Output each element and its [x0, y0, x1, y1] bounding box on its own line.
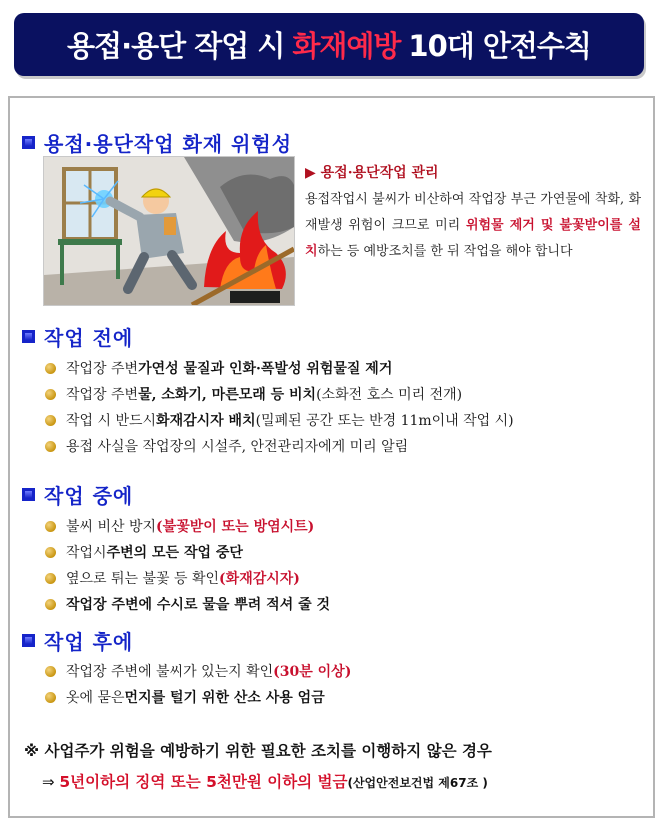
item-note: (밀폐된 공간 또는 반경 11m이내 작업 시) — [255, 413, 514, 429]
section-before-heading — [22, 322, 133, 351]
list-item — [45, 513, 330, 539]
section-after-heading — [22, 626, 133, 655]
footer-penalty-line — [42, 770, 488, 792]
item-red: (30분 이상) — [273, 664, 352, 680]
list-item — [45, 407, 514, 433]
item-text: 작업 시 반드시 — [66, 413, 157, 429]
section-risk-heading — [22, 128, 292, 157]
footer-note: ※ 사업주가 위험을 예방하기 위한 필요한 조치를 이행하지 않은 경우 — [24, 742, 492, 760]
list-item — [45, 658, 351, 684]
arrow-icon: ⇒ — [42, 773, 55, 791]
gold-dot-icon — [45, 599, 56, 610]
footer-penalty: 5년이하의 징역 또는 5천만원 이하의 벌금 — [59, 773, 348, 791]
during-list — [45, 513, 330, 617]
item-text: 옷에 묻은 — [66, 690, 125, 706]
item-text: 작업시 — [66, 545, 107, 561]
item-red: (불꽃받이 또는 방염시트) — [156, 519, 315, 535]
list-item — [45, 539, 330, 565]
title-banner — [14, 13, 644, 76]
item-text: 불씨 비산 방지 — [66, 519, 157, 535]
item-bold: 작업장 주변에 수시로 물을 뿌려 적셔 줄 것 — [66, 597, 331, 613]
list-item — [45, 591, 330, 617]
gold-dot-icon — [45, 692, 56, 703]
welding-illustration — [43, 156, 295, 306]
management-text-1: 용접작업시 불씨가 비산하여 작업장 부근 가연물에 착화, 화재발생 위험이 크므로 미리 — [305, 192, 641, 233]
management-text-2: 하는 등 예방조치를 한 뒤 작업을 해야 합니다 — [317, 244, 573, 259]
item-note: (소화전 호스 미리 전개) — [316, 387, 463, 403]
gold-dot-icon — [45, 415, 56, 426]
item-bold: 화재감시자 배치 — [156, 413, 256, 429]
list-item — [45, 565, 330, 591]
blue-square-icon — [22, 488, 35, 501]
section-during-heading — [22, 480, 133, 509]
footer-law: (산업안전보건법 제67조 ) — [347, 776, 488, 790]
item-red: (화재감시자) — [219, 571, 300, 587]
item-text: 작업장 주변 — [66, 361, 139, 377]
blue-square-icon — [22, 330, 35, 343]
banner-prefix: 용접·용단 작업 시 — [67, 29, 285, 63]
blue-square-icon — [22, 136, 35, 149]
list-item — [45, 355, 514, 381]
gold-dot-icon — [45, 573, 56, 584]
item-text: 용접 사실을 작업장의 시설주, 안전관리자에게 미리 알림 — [66, 439, 409, 455]
gold-dot-icon — [45, 363, 56, 374]
banner-highlight: 화재예방 — [292, 29, 401, 63]
list-item — [45, 684, 351, 710]
management-body — [305, 187, 641, 265]
item-bold: 물, 소화기, 마른모래 등 비치 — [138, 387, 317, 403]
item-bold: 먼지를 털기 위한 산소 사용 엄금 — [124, 690, 325, 706]
gold-dot-icon — [45, 521, 56, 532]
before-list — [45, 355, 514, 459]
after-list — [45, 658, 351, 710]
list-item — [45, 433, 514, 459]
banner-suffix: 10대 안전수칙 — [408, 29, 591, 63]
item-bold: 주변의 모든 작업 중단 — [106, 545, 243, 561]
gold-dot-icon — [45, 441, 56, 452]
section-after-title: 작업 후에 — [44, 630, 134, 654]
section-before-title: 작업 전에 — [44, 326, 134, 350]
item-bold: 가연성 물질과 인화·폭발성 위험물질 제거 — [138, 361, 393, 377]
management-title: ▶ 용접·용단작업 관리 — [305, 165, 439, 181]
gold-dot-icon — [45, 547, 56, 558]
gold-dot-icon — [45, 666, 56, 677]
list-item — [45, 381, 514, 407]
item-text: 작업장 주변에 불씨가 있는지 확인 — [66, 664, 274, 680]
section-risk-title: 용접·용단작업 화재 위험성 — [44, 132, 293, 156]
section-during-title: 작업 중에 — [44, 484, 134, 508]
item-text: 작업장 주변 — [66, 387, 139, 403]
management-text-red: 위험물 제거 및 불꽃받이를 설치 — [305, 218, 641, 259]
blue-square-icon — [22, 634, 35, 647]
gold-dot-icon — [45, 389, 56, 400]
item-text: 옆으로 튀는 불꽃 등 확인 — [66, 571, 220, 587]
